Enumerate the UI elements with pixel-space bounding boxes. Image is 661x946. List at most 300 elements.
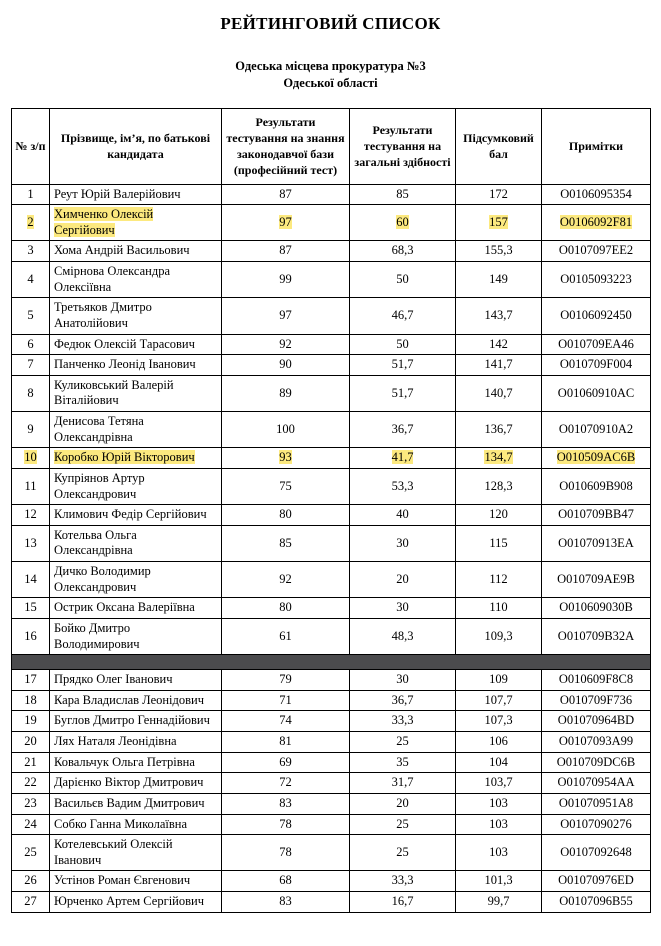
cell-total-text: 134,7	[484, 450, 513, 465]
cell-num-text: 2	[27, 214, 34, 229]
cell-note-text: O0107092648	[560, 844, 632, 859]
cell-num-text: 7	[27, 357, 34, 372]
cell-test-law-text: 100	[276, 421, 295, 436]
cell-test-law-text: 97	[279, 214, 292, 229]
cell-note-text: O010709B32A	[557, 628, 635, 643]
cell-name	[50, 793, 222, 814]
cell-note-text: O0105093223	[560, 271, 632, 286]
table-body	[12, 184, 651, 912]
cell-total	[456, 298, 542, 334]
cell-total	[456, 793, 542, 814]
cell-total-text: 103,7	[484, 775, 513, 790]
table-row	[12, 468, 651, 504]
cell-name-text: Смірнова Олександра Олексіївна	[54, 264, 170, 294]
cell-test-law	[222, 793, 350, 814]
cell-total-text: 149	[489, 271, 508, 286]
cell-test-general-text: 85	[396, 186, 409, 201]
cell-test-law	[222, 505, 350, 526]
cell-test-law-text: 74	[279, 713, 292, 728]
cell-name-text: Денисова Тетяна Олександрівна	[54, 414, 144, 444]
cell-name-text: Буглов Дмитро Геннадійович	[54, 713, 210, 728]
cell-num-text: 17	[24, 672, 37, 687]
cell-name-text: Химченко Олексій Сергійович	[54, 207, 154, 237]
cell-num-text: 6	[27, 336, 34, 351]
cell-note	[542, 505, 651, 526]
cell-num-text: 23	[24, 795, 37, 810]
cell-note-text: O0107097EE2	[558, 243, 634, 258]
cell-name	[50, 241, 222, 262]
cell-num	[12, 835, 50, 871]
rating-table	[11, 108, 651, 913]
table-row	[12, 793, 651, 814]
cell-test-general-text: 20	[396, 571, 409, 586]
cell-total-text: 110	[489, 600, 508, 615]
cell-note-text: O01070976ED	[558, 873, 634, 888]
cell-total-text: 136,7	[484, 421, 513, 436]
cell-note-text: O010709F736	[559, 692, 633, 707]
cell-test-general-text: 33,3	[391, 873, 414, 888]
cell-name-text: Купріянов Артур Олександрович	[54, 470, 145, 501]
cell-total-text: 106	[489, 734, 508, 748]
cell-test-law	[222, 892, 350, 913]
cell-num-text: 14	[24, 571, 37, 586]
table-row	[12, 690, 651, 711]
cell-name-text: Коробко Юрій Вікторович	[54, 450, 195, 465]
cell-note-text: O010709DC6B	[556, 754, 636, 769]
cell-total-text: 103	[489, 795, 508, 810]
cell-name	[50, 711, 222, 732]
cell-num	[12, 793, 50, 814]
cell-note	[542, 448, 651, 469]
cell-note-text: O0106092450	[560, 308, 632, 323]
cell-name-text: Устінов Роман Євгенович	[54, 873, 191, 888]
cell-note-text: O01060910AC	[557, 385, 635, 400]
cell-num-text: 25	[24, 844, 37, 859]
cell-note-text: O01070910A2	[558, 421, 634, 436]
cell-total	[456, 355, 542, 376]
cell-test-general	[350, 562, 456, 598]
cell-name	[50, 690, 222, 711]
cell-total-text: 157	[489, 214, 508, 229]
cell-test-general-text: 25	[396, 816, 409, 831]
cell-total	[456, 241, 542, 262]
cell-note-text: O0107090276	[560, 816, 632, 831]
cell-test-general	[350, 241, 456, 262]
cell-name	[50, 298, 222, 334]
cell-name	[50, 773, 222, 794]
cell-num-text: 10	[24, 450, 37, 465]
table-row	[12, 773, 651, 794]
cell-test-law	[222, 334, 350, 355]
cell-name	[50, 375, 222, 411]
cell-test-general	[350, 690, 456, 711]
cell-test-law-text: 80	[279, 600, 292, 615]
cell-test-general-text: 36,7	[391, 692, 414, 707]
table-row	[12, 598, 651, 619]
cell-total	[456, 814, 542, 835]
cell-num	[12, 184, 50, 205]
cell-note-text: O010609F8C8	[558, 672, 634, 687]
table-row	[12, 448, 651, 469]
cell-test-law-text: 78	[279, 844, 292, 859]
column-header-2: Результати тестування на знання законодавчої бази (професійний тест)	[222, 108, 350, 184]
cell-test-general	[350, 205, 456, 241]
org-name-line1: Одеська місцева прокуратура №3	[235, 59, 426, 73]
cell-test-general	[350, 375, 456, 411]
cell-name	[50, 525, 222, 561]
cell-test-general-text: 25	[396, 844, 409, 859]
cell-note	[542, 618, 651, 654]
cell-name	[50, 205, 222, 241]
cell-num	[12, 241, 50, 262]
cell-test-law-text: 89	[279, 385, 292, 400]
cell-total	[456, 773, 542, 794]
column-header-4: Підсумковий бал	[456, 108, 542, 184]
cell-note	[542, 241, 651, 262]
separator-row	[12, 655, 651, 670]
cell-note-text: O010709EA46	[558, 336, 634, 351]
cell-test-general	[350, 892, 456, 913]
separator-cell	[12, 655, 651, 670]
cell-test-law-text: 92	[279, 571, 292, 586]
cell-test-law	[222, 814, 350, 835]
table-row	[12, 711, 651, 732]
cell-total-text: 99,7	[487, 894, 510, 908]
cell-test-general	[350, 752, 456, 773]
cell-test-law	[222, 562, 350, 598]
cell-name	[50, 871, 222, 892]
cell-name-text: Котелевський Олексій Іванович	[54, 837, 173, 867]
cell-test-general-text: 41,7	[391, 450, 414, 465]
cell-num	[12, 732, 50, 753]
cell-num-text: 9	[27, 421, 34, 436]
cell-name-text: Ковальчук Ольга Петрівна	[54, 754, 195, 769]
cell-num-text: 12	[24, 507, 37, 522]
cell-total	[456, 375, 542, 411]
cell-test-general-text: 53,3	[391, 478, 414, 493]
cell-test-general-text: 50	[396, 336, 409, 351]
cell-total-text: 142	[489, 336, 508, 351]
cell-test-law-text: 87	[279, 243, 292, 258]
cell-total	[456, 690, 542, 711]
cell-test-general	[350, 871, 456, 892]
cell-name-text: Реут Юрій Валерійович	[54, 186, 181, 201]
cell-test-general-text: 51,7	[391, 357, 414, 372]
cell-name	[50, 468, 222, 504]
cell-num-text: 4	[27, 271, 34, 286]
cell-note	[542, 835, 651, 871]
cell-test-law-text: 80	[279, 507, 292, 522]
cell-name-text: Кара Владислав Леонідович	[54, 692, 205, 707]
cell-test-law	[222, 241, 350, 262]
cell-note-text: O01070951A8	[558, 795, 634, 810]
cell-test-law	[222, 732, 350, 753]
cell-note	[542, 525, 651, 561]
cell-test-general	[350, 618, 456, 654]
cell-total-text: 112	[489, 571, 508, 586]
cell-total	[456, 670, 542, 691]
cell-test-general	[350, 355, 456, 376]
cell-test-law	[222, 618, 350, 654]
cell-total	[456, 752, 542, 773]
cell-test-law-text: 87	[279, 186, 292, 201]
cell-note-text: O01070913EA	[558, 535, 634, 550]
cell-num-text: 16	[24, 628, 37, 643]
cell-test-law	[222, 448, 350, 469]
cell-test-law-text: 81	[279, 734, 292, 748]
cell-note	[542, 814, 651, 835]
cell-note	[542, 468, 651, 504]
cell-num	[12, 334, 50, 355]
cell-name-text: Третьяков Дмитро Анатолійович	[54, 300, 152, 330]
cell-name-text: Климович Федір Сергійович	[54, 507, 207, 522]
cell-total	[456, 205, 542, 241]
table-row	[12, 752, 651, 773]
cell-test-general	[350, 670, 456, 691]
cell-test-law	[222, 690, 350, 711]
cell-test-law-text: 72	[279, 775, 292, 790]
cell-total-text: 103	[489, 816, 508, 831]
cell-name-text: Панченко Леонід Іванович	[54, 357, 196, 372]
cell-total-text: 172	[489, 186, 508, 201]
cell-name-text: Куликовський Валерій Віталійович	[54, 377, 174, 408]
cell-test-law	[222, 355, 350, 376]
table-row	[12, 412, 651, 448]
cell-num	[12, 525, 50, 561]
cell-name-text: Лях Наталя Леонідівна	[54, 734, 177, 748]
cell-total	[456, 412, 542, 448]
cell-test-law	[222, 184, 350, 205]
cell-name	[50, 262, 222, 298]
cell-num-text: 8	[27, 385, 34, 400]
page-title: РЕЙТИНГОВИЙ СПИСОК	[220, 14, 441, 33]
cell-num	[12, 205, 50, 241]
cell-total-text: 128,3	[484, 478, 513, 493]
cell-note-text: O0107096B55	[559, 894, 633, 908]
cell-total-text: 155,3	[484, 243, 513, 258]
table-row	[12, 355, 651, 376]
table-row	[12, 670, 651, 691]
cell-name	[50, 334, 222, 355]
cell-num-text: 20	[24, 734, 37, 748]
cell-total-text: 143,7	[484, 308, 513, 323]
cell-test-general-text: 68,3	[391, 243, 414, 258]
cell-note	[542, 871, 651, 892]
cell-name-text: Федюк Олексій Тарасович	[54, 336, 195, 351]
cell-test-law-text: 90	[279, 357, 292, 372]
cell-test-general	[350, 505, 456, 526]
cell-num	[12, 892, 50, 913]
cell-num	[12, 355, 50, 376]
cell-name	[50, 752, 222, 773]
cell-test-law-text: 83	[279, 795, 292, 810]
cell-note	[542, 562, 651, 598]
cell-test-law	[222, 598, 350, 619]
cell-test-general	[350, 732, 456, 753]
table-row	[12, 298, 651, 334]
cell-test-law-text: 93	[279, 450, 292, 465]
cell-note-text: O010709AE9B	[557, 571, 635, 586]
cell-test-law-text: 69	[279, 754, 292, 769]
cell-total	[456, 871, 542, 892]
cell-num	[12, 814, 50, 835]
cell-test-law-text: 85	[279, 535, 292, 550]
cell-num-text: 27	[24, 894, 37, 908]
cell-test-law	[222, 298, 350, 334]
cell-name-text: Дарієнко Віктор Дмитрович	[54, 775, 204, 790]
cell-total	[456, 562, 542, 598]
cell-num-text: 26	[24, 873, 37, 888]
cell-name-text: Бойко Дмитро Володимирович	[54, 620, 140, 651]
cell-note-text: O010509AC6B	[556, 450, 636, 465]
cell-note-text: O01070964BD	[557, 713, 635, 728]
cell-num-text: 13	[24, 535, 37, 550]
cell-test-general-text: 25	[396, 734, 409, 748]
cell-test-law	[222, 375, 350, 411]
cell-test-law	[222, 262, 350, 298]
cell-test-law	[222, 525, 350, 561]
table-row	[12, 892, 651, 913]
table-row	[12, 334, 651, 355]
cell-name	[50, 670, 222, 691]
cell-note	[542, 793, 651, 814]
cell-num	[12, 468, 50, 504]
cell-name	[50, 505, 222, 526]
cell-total-text: 109	[489, 672, 508, 687]
cell-test-law	[222, 835, 350, 871]
table-row	[12, 505, 651, 526]
cell-num	[12, 562, 50, 598]
cell-num	[12, 690, 50, 711]
cell-test-general-text: 46,7	[391, 308, 414, 323]
cell-test-general	[350, 773, 456, 794]
cell-test-general	[350, 525, 456, 561]
cell-test-general	[350, 184, 456, 205]
cell-total-text: 101,3	[484, 873, 513, 888]
cell-test-law-text: 83	[279, 894, 292, 908]
cell-name	[50, 448, 222, 469]
cell-test-law-text: 79	[279, 672, 292, 687]
cell-total	[456, 262, 542, 298]
cell-test-general	[350, 598, 456, 619]
cell-test-general	[350, 334, 456, 355]
cell-total	[456, 618, 542, 654]
table-row	[12, 562, 651, 598]
cell-note-text: O0106092F81	[559, 214, 633, 229]
cell-total	[456, 711, 542, 732]
cell-num-text: 15	[24, 600, 37, 615]
cell-test-law	[222, 412, 350, 448]
cell-note-text: O010709BB47	[558, 507, 634, 522]
cell-total-text: 140,7	[484, 385, 513, 400]
cell-total	[456, 525, 542, 561]
cell-num	[12, 505, 50, 526]
column-header-1: Прізвище, ім’я, по батькові кандидата	[50, 108, 222, 184]
cell-num	[12, 670, 50, 691]
cell-num	[12, 448, 50, 469]
cell-test-general	[350, 835, 456, 871]
cell-name-text: Хома Андрій Васильович	[54, 243, 190, 258]
cell-num	[12, 598, 50, 619]
cell-test-law-text: 97	[279, 308, 292, 323]
cell-num-text: 19	[24, 713, 37, 728]
cell-note-text: O010609B908	[559, 478, 633, 493]
cell-num	[12, 262, 50, 298]
cell-name-text: Дичко Володимир Олександрович	[54, 564, 151, 594]
cell-name	[50, 562, 222, 598]
cell-total	[456, 468, 542, 504]
cell-test-general	[350, 711, 456, 732]
cell-name-text: Острик Оксана Валеріївна	[54, 600, 195, 615]
cell-test-general-text: 50	[396, 271, 409, 286]
cell-total	[456, 732, 542, 753]
cell-test-general	[350, 814, 456, 835]
cell-total	[456, 505, 542, 526]
cell-num-text: 5	[27, 308, 34, 323]
cell-num	[12, 412, 50, 448]
cell-total	[456, 448, 542, 469]
cell-name	[50, 814, 222, 835]
cell-name-text: Собко Ганна Миколаївна	[54, 816, 188, 831]
cell-test-law-text: 78	[279, 816, 292, 831]
cell-note	[542, 298, 651, 334]
cell-total	[456, 598, 542, 619]
column-header-5: Примітки	[542, 108, 651, 184]
cell-name	[50, 355, 222, 376]
cell-note	[542, 773, 651, 794]
cell-test-general	[350, 298, 456, 334]
cell-note-text: O010609030B	[559, 600, 633, 615]
cell-total-text: 107,3	[484, 713, 513, 728]
cell-num-text: 22	[24, 775, 37, 790]
cell-test-general-text: 30	[396, 600, 409, 615]
cell-test-law-text: 99	[279, 271, 292, 286]
cell-name	[50, 892, 222, 913]
cell-name-text: Прядко Олег Іванович	[54, 672, 173, 687]
cell-test-general	[350, 468, 456, 504]
cell-total-text: 107,7	[484, 692, 513, 707]
cell-num	[12, 871, 50, 892]
cell-test-general	[350, 412, 456, 448]
cell-total-text: 120	[489, 507, 508, 522]
cell-name	[50, 732, 222, 753]
cell-total-text: 115	[489, 535, 508, 550]
cell-test-law	[222, 752, 350, 773]
cell-test-law-text: 71	[279, 692, 292, 707]
cell-test-law-text: 68	[279, 873, 292, 888]
cell-note	[542, 375, 651, 411]
cell-test-law-text: 75	[279, 478, 292, 493]
org-name-line2: Одеської області	[283, 75, 378, 90]
cell-test-law-text: 61	[279, 628, 292, 643]
cell-test-law	[222, 670, 350, 691]
cell-num-text: 3	[27, 243, 34, 258]
cell-test-general-text: 30	[396, 535, 409, 550]
cell-test-law	[222, 205, 350, 241]
cell-note	[542, 711, 651, 732]
cell-name-text: Васильєв Вадим Дмитрович	[54, 795, 205, 810]
cell-note	[542, 690, 651, 711]
cell-note-text: O01070954AA	[557, 775, 635, 790]
cell-total	[456, 835, 542, 871]
cell-note-text: O0107093A99	[558, 734, 634, 748]
cell-total	[456, 184, 542, 205]
table-row	[12, 205, 651, 241]
cell-name	[50, 412, 222, 448]
cell-test-general	[350, 793, 456, 814]
table-row	[12, 871, 651, 892]
cell-name-text: Юрченко Артем Сергійович	[54, 894, 204, 908]
